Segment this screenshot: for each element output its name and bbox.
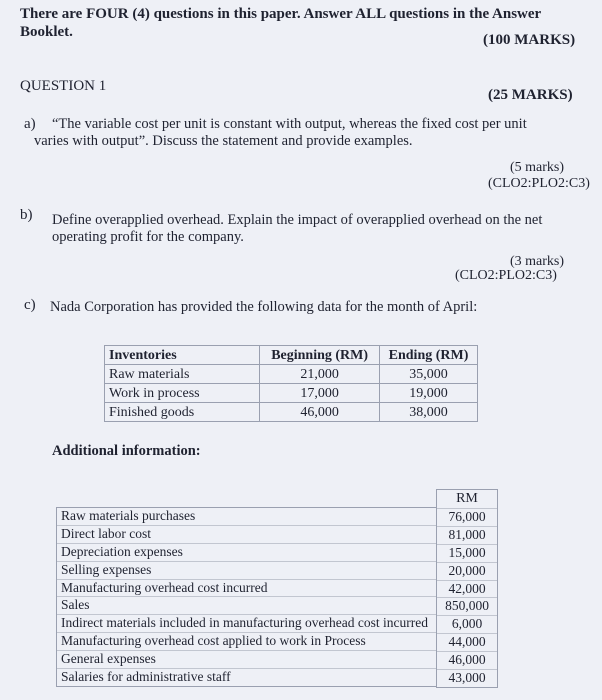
inventory-name: Finished goods xyxy=(105,403,260,422)
part-a-marks: (5 marks) xyxy=(510,160,565,175)
inventory-beginning: 46,000 xyxy=(260,403,380,422)
cost-value: 76,000 xyxy=(437,509,497,527)
question-marks: (25 MARKS) xyxy=(488,87,573,103)
inventory-beginning: 21,000 xyxy=(260,365,380,384)
cost-value: 44,000 xyxy=(437,634,497,652)
cost-label: Manufacturing overhead cost applied to work in Process xyxy=(57,633,437,651)
cost-value: 850,000 xyxy=(437,598,497,616)
cost-table xyxy=(56,489,496,689)
cost-value: 46,000 xyxy=(437,652,497,670)
inventory-header-beginning: Beginning (RM) xyxy=(260,346,380,365)
cost-labels-column xyxy=(56,507,437,687)
cost-label: General expenses xyxy=(57,651,437,669)
part-a-text xyxy=(36,116,576,150)
inventory-ending: 19,000 xyxy=(380,384,478,403)
table-row xyxy=(105,403,478,422)
cost-value: 15,000 xyxy=(437,545,497,563)
part-a-question: “The variable cost per unit is constant with output, whereas the fixed cost per unit varies with output”. Discuss the statement and provide examples. xyxy=(34,116,527,149)
cost-label: Depreciation expenses xyxy=(57,544,437,562)
part-b-question: Define overapplied overhead. Explain the impact of overapplied overhead on the net operating profit for the company. xyxy=(52,212,543,245)
inventory-name: Raw materials xyxy=(105,365,260,384)
cost-value: 81,000 xyxy=(437,527,497,545)
part-c-question: Nada Corporation has provided the following data for the month of April: xyxy=(50,299,478,315)
inventory-name: Work in process xyxy=(105,384,260,403)
part-b-clo: (CLO2:PLO2:C3) xyxy=(455,268,557,283)
inventory-beginning: 17,000 xyxy=(260,384,380,403)
part-b-label: b) xyxy=(20,207,33,223)
inventory-header-name: Inventories xyxy=(105,346,260,365)
part-c-label: c) xyxy=(24,297,36,313)
instructions-line-1: There are FOUR (4) questions in this paper. Answer ALL questions in the Answer xyxy=(20,6,542,22)
cost-label: Raw materials purchases xyxy=(57,508,437,526)
cost-label: Selling expenses xyxy=(57,562,437,580)
cost-label: Salaries for administrative staff xyxy=(61,669,231,685)
inventory-header-ending: Ending (RM) xyxy=(380,346,478,365)
cost-value: 6,000 xyxy=(437,616,497,634)
cost-value: 20,000 xyxy=(437,563,497,581)
instructions-line-2: Booklet. xyxy=(20,24,73,40)
cost-header-rm: RM xyxy=(437,490,497,509)
cost-label: Indirect materials included in manufacturing overhead cost incurred xyxy=(57,615,437,633)
cost-label: Sales xyxy=(57,597,437,615)
part-a-label: a) xyxy=(24,116,36,132)
cost-values-column xyxy=(436,489,498,688)
cost-value: 42,000 xyxy=(437,581,497,599)
part-a-clo: (CLO2:PLO2:C3) xyxy=(488,176,590,191)
cost-label: Direct labor cost xyxy=(57,526,437,544)
total-marks: (100 MARKS) xyxy=(483,32,576,48)
additional-info-heading: Additional information: xyxy=(52,443,201,459)
question-heading: QUESTION 1 xyxy=(20,78,107,94)
inventory-header-row xyxy=(105,346,478,365)
inventory-ending: 35,000 xyxy=(380,365,478,384)
table-row xyxy=(105,365,478,384)
table-row xyxy=(105,384,478,403)
inventory-ending: 38,000 xyxy=(380,403,478,422)
cost-value: 43,000 xyxy=(448,670,486,686)
part-b-marks: (3 marks) xyxy=(510,254,565,269)
cost-label: Manufacturing overhead cost incurred xyxy=(57,580,437,598)
inventory-table xyxy=(104,345,478,422)
